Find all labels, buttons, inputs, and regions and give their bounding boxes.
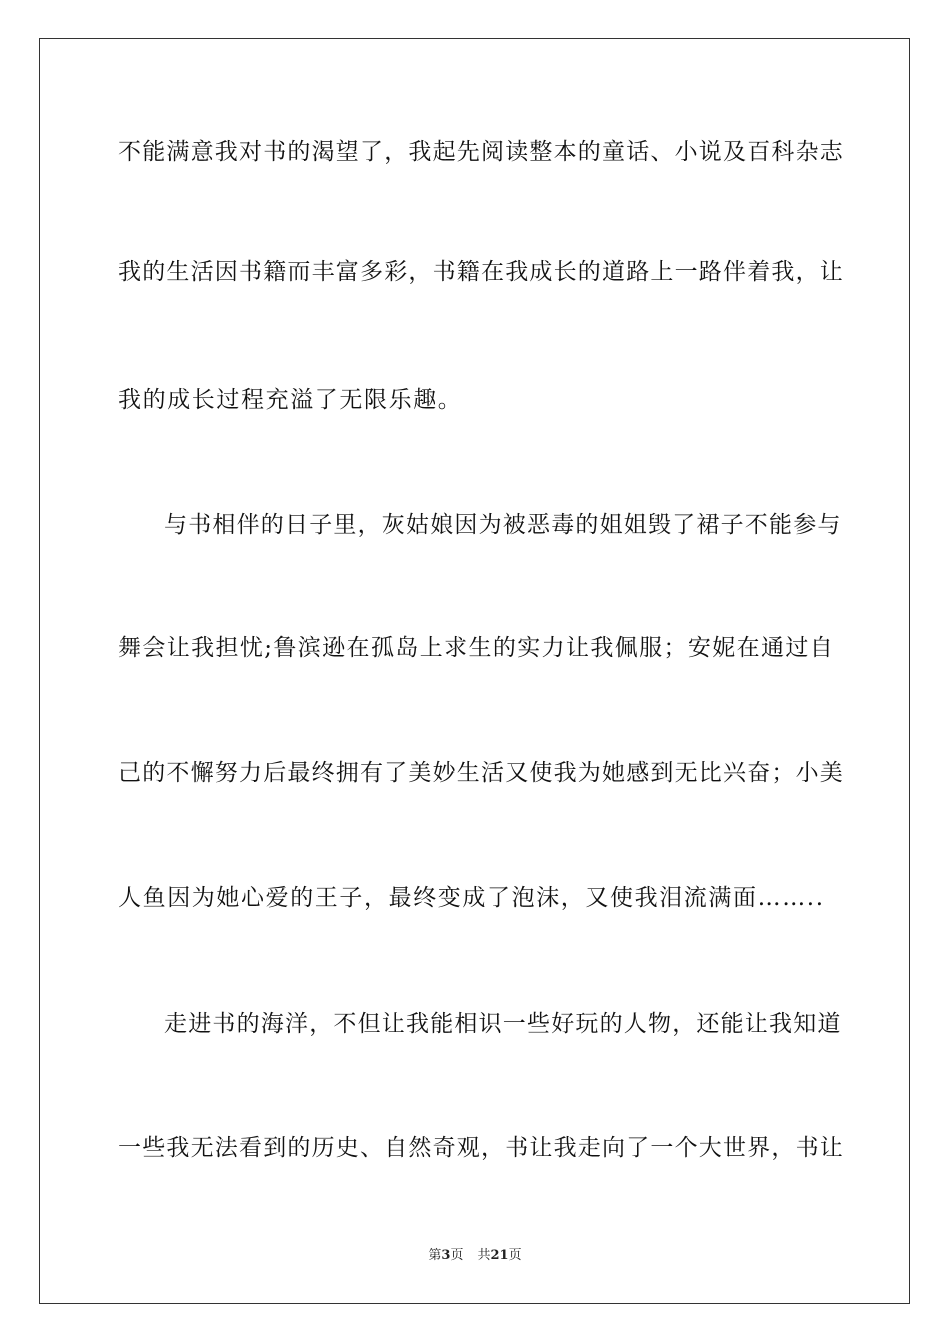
text-line: 己的不懈努力后最终拥有了美妙生活又使我为她感到无比兴奋；小美 <box>118 760 844 786</box>
total-prefix: 共 <box>477 1248 491 1263</box>
text-line: 我的成长过程充溢了无限乐趣。 <box>118 387 463 413</box>
page-suffix: 页 <box>450 1248 464 1263</box>
text-line: 走进书的海洋，不但让我能相识一些好玩的人物，还能让我知道 <box>164 1011 842 1037</box>
text-line: 人鱼因为她心爱的王子，最终变成了泡沫，又使我泪流满面…….. <box>118 885 825 911</box>
page-footer <box>0 1248 950 1264</box>
text-line: 与书相伴的日子里，灰姑娘因为被恶毒的姐姐毁了裙子不能参与 <box>164 512 842 538</box>
text-line: 一些我无法看到的历史、自然奇观，书让我走向了一个大世界，书让 <box>118 1135 844 1161</box>
page-frame <box>39 38 910 1304</box>
page-prefix: 第 <box>428 1248 442 1263</box>
page-number: 3 <box>441 1248 451 1263</box>
text-line: 舞会让我担忧;鲁滨逊在孤岛上求生的实力让我佩服；安妮在通过自 <box>118 635 834 661</box>
text-line: 我的生活因书籍而丰富多彩，书籍在我成长的道路上一路伴着我，让 <box>118 259 844 285</box>
total-pages: 21 <box>490 1248 509 1263</box>
total-suffix: 页 <box>508 1248 522 1263</box>
text-line: 不能满意我对书的渴望了，我起先阅读整本的童话、小说及百科杂志 <box>118 139 844 165</box>
